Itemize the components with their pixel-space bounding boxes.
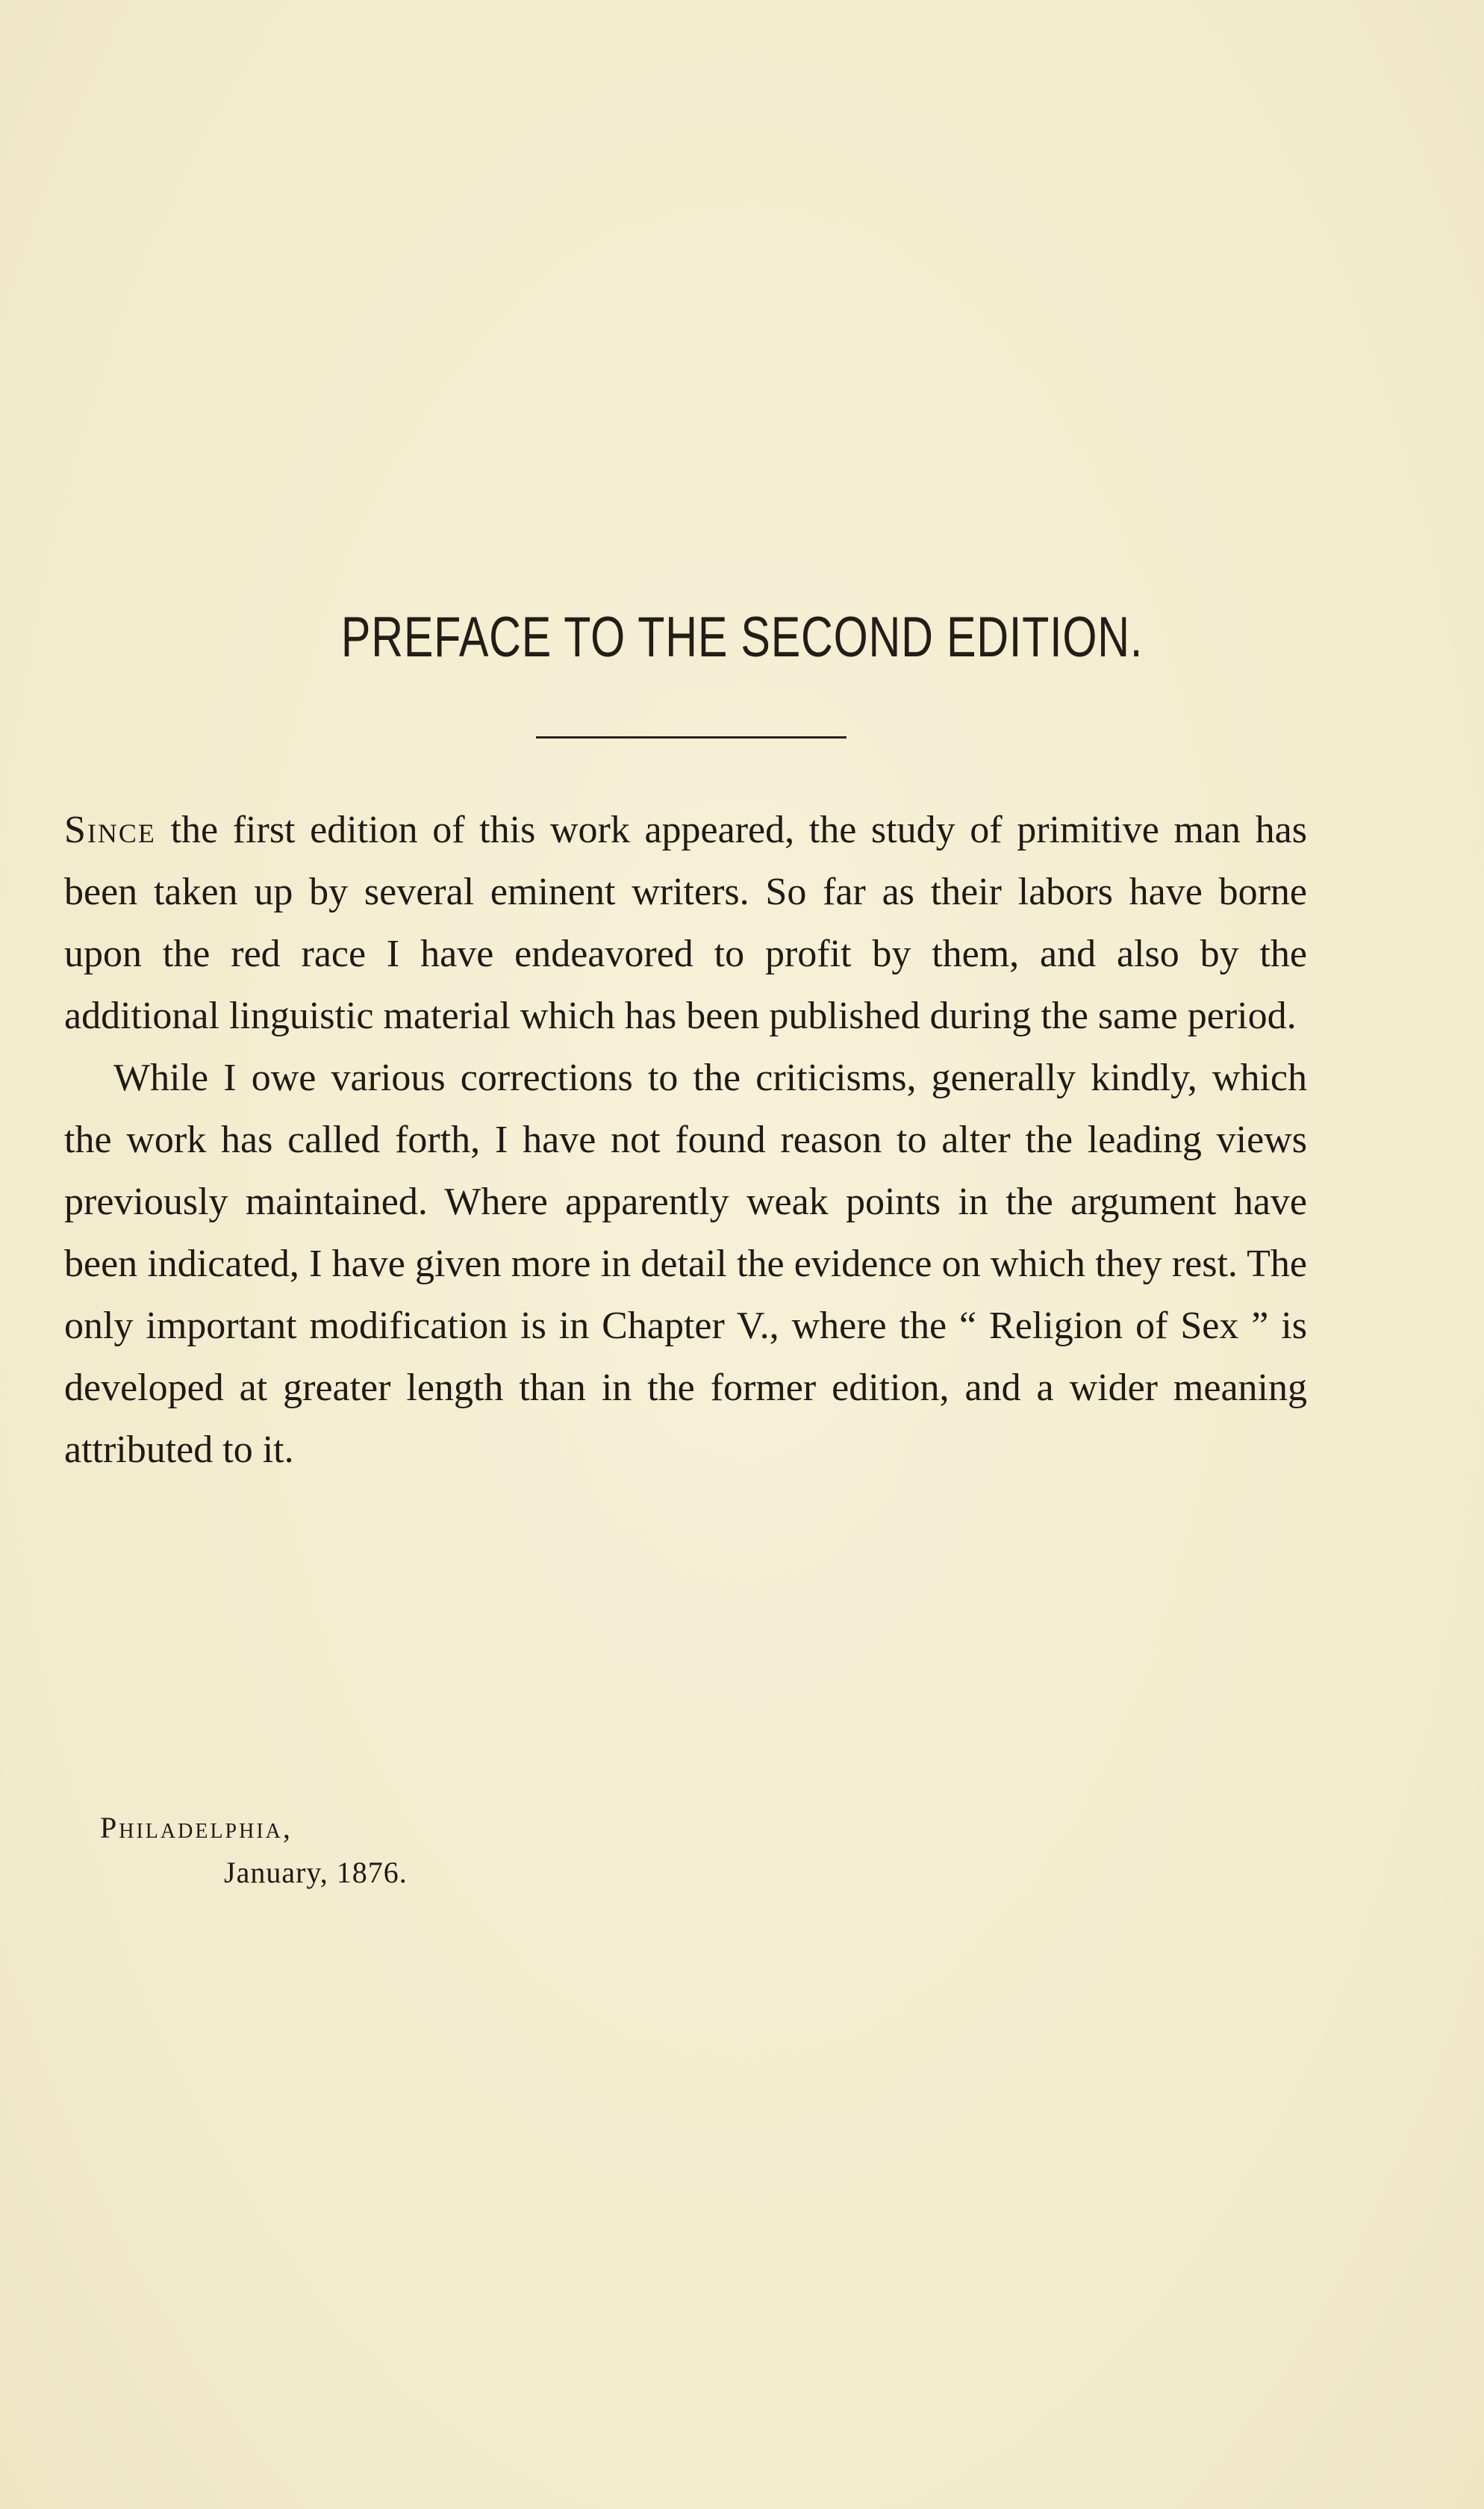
title-divider <box>536 736 847 739</box>
signature-date: January, 1876. <box>224 1856 408 1889</box>
signature-place: Philadelphia, <box>100 1811 293 1844</box>
paragraph-2: While I owe various corrections to the criticisms, generally kindly, which the work has called forth, I have not found reason to alter the leading views previously maintained. Where apparently weak points in the argument have been indicated, I have given more in detail the evidence on which they rest. The only important modification is in Chapter V., where the “ Religion of Sex ” is developed at greater length than in the former edition, and a wider meaning attributed to it. <box>64 1057 1307 1471</box>
preface-body <box>64 799 1307 1481</box>
paragraph-1 <box>64 799 1307 1047</box>
page-title: PREFACE TO THE SECOND EDITION. <box>340 606 1144 669</box>
paragraph-1-text: the first edition of this work appeared, the study of primitive man has been taken up by several eminent writers. So far as their labors have borne upon the red race I have endeavored to profit by them, and also by the additional linguistic material which has been published during the same period. <box>64 809 1307 1037</box>
paragraph-1-lead: Since <box>64 809 156 851</box>
